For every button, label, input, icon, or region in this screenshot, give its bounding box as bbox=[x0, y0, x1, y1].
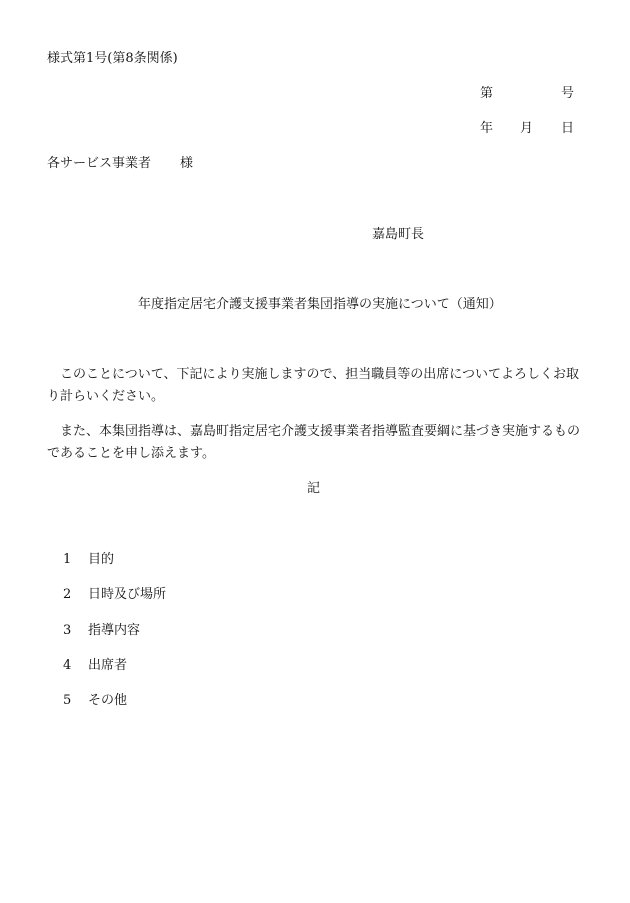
item-number: 2 bbox=[63, 587, 72, 602]
document-title: 年度指定居宅介護支援事業者集団指導の実施について（通知） bbox=[138, 297, 502, 312]
doc-number-suffix: 号 bbox=[561, 86, 575, 101]
body-paragraph-2: また、本集団指導は、嘉島町指定居宅介護支援事業者指導監査要綱に基づき実施するものであることを申し添えます。 bbox=[47, 424, 581, 461]
sender-name: 嘉島町長 bbox=[372, 227, 425, 242]
item-label: 出席者 bbox=[88, 658, 128, 673]
item-label: 日時及び場所 bbox=[88, 587, 167, 602]
doc-number-prefix: 第 bbox=[480, 86, 494, 101]
date-month: 月 bbox=[520, 121, 534, 136]
item-label: 指導内容 bbox=[88, 623, 141, 638]
item-number: 5 bbox=[63, 693, 72, 708]
addressee-honorific: 様 bbox=[180, 156, 194, 171]
form-number: 様式第1号(第8条関係) bbox=[47, 51, 178, 66]
date-year: 年 bbox=[480, 121, 494, 136]
item-label: その他 bbox=[88, 693, 128, 708]
item-number: 3 bbox=[63, 623, 72, 638]
date-day: 日 bbox=[561, 121, 575, 136]
ki-heading: 記 bbox=[307, 481, 321, 496]
item-number: 1 bbox=[63, 552, 72, 567]
body-paragraph-1: このことについて、下記により実施しますので、担当職員等の出席についてよろしくお取り計らいください。 bbox=[47, 367, 579, 404]
item-label: 目的 bbox=[88, 552, 115, 567]
item-number: 4 bbox=[63, 658, 72, 673]
addressee-name: 各サービス事業者 bbox=[47, 156, 152, 171]
